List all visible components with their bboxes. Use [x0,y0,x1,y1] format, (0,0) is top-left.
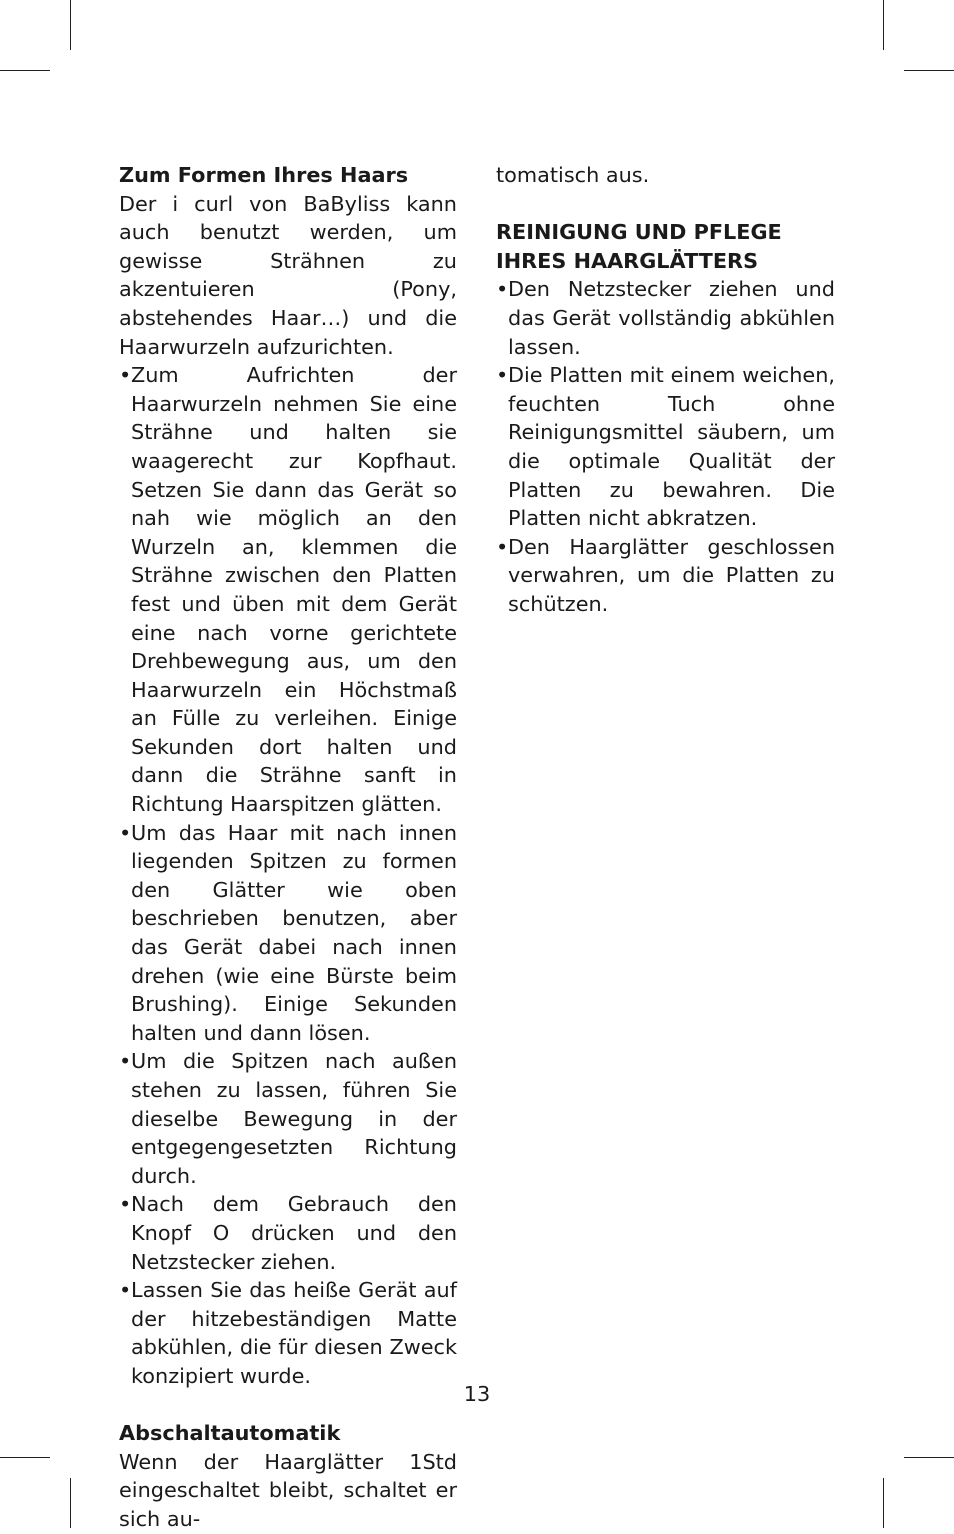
list-item: • Den Netzstecker ziehen und das Gerät vollständig abkühlen lassen. [496,277,835,359]
bullet-icon: • [119,1278,132,1303]
styling-instructions-list [119,361,457,1390]
cleaning-instructions-list [496,275,835,618]
intro-paragraph: Der i curl von BaByliss kann auch benutzt werden, um gewisse Strähnen zu akzentuieren (Pony, abstehendes Haar…) und die Haarwurzeln aufzurichten. [119,191,457,359]
bullet-icon: • [496,277,509,302]
bullet-icon: • [119,1192,132,1217]
crop-mark-bottom-right-vertical [883,1478,884,1528]
bullet-icon: • [119,363,132,388]
page-number: 13 [463,1382,491,1406]
bullet-icon: • [119,1049,132,1074]
section-spacer [496,190,835,219]
list-item: • Die Platten mit einem weichen, feuchten Tuch ohne Reinigungsmittel säubern, um die optimale Qualität der Platten zu bewahren. Die Platten nicht abkratzen. [496,363,835,531]
crop-mark-bottom-left-horizontal [0,1457,50,1458]
list-item: • Nach dem Gebrauch den Knopf O drücken und den Netzstecker ziehen. [119,1192,457,1274]
bullet-icon: • [496,534,509,559]
bullet-icon: • [119,820,132,845]
crop-mark-bottom-left-vertical [70,1478,71,1528]
crop-mark-top-right-horizontal [904,70,954,71]
list-item: • Um das Haar mit nach innen liegenden Spitzen zu formen den Glätter wie oben beschrieben benutzen, aber das Gerät dabei nach innen drehen (wie eine Bürste beim Brushing). Einige Sekunden halten und dann lösen. [119,820,457,1045]
bullet-icon: • [496,363,509,388]
left-column [119,161,457,1534]
section-heading-hair-styling: Zum Formen Ihres Haars [119,163,409,187]
section-heading-cleaning-care: REINIGUNG UND PFLEGE IHRES HAARGLÄTTERS [496,220,782,273]
crop-mark-top-right-vertical [883,0,884,50]
crop-mark-bottom-right-horizontal [904,1457,954,1458]
auto-shutoff-paragraph: Wenn der Haarglätter 1Std eingeschaltet bleibt, schaltet er sich au- [119,1449,457,1531]
crop-mark-top-left-vertical [70,0,71,50]
right-column [496,161,835,619]
list-item: • Den Haarglätter geschlossen verwahren, um die Platten zu schützen. [496,534,835,616]
list-item: • Zum Aufrichten der Haarwurzeln nehmen Sie eine Strähne und halten sie waagerecht zur Kopfhaut. Setzen Sie dann das Gerät so nah wie möglich an den Wurzeln an, klemmen die Strähne zwischen den Platten fest und üben mit dem Gerät eine nach vorne gerichtete Drehbewegung aus, um den Haarwurzeln ein Höchstmaß an Fülle zu verleihen. Einige Sekunden dort halten und dann die Strähne sanft in Richtung Haarspitzen glätten. [119,363,457,817]
continuation-text: tomatisch aus. [496,163,650,187]
list-item: • Um die Spitzen nach außen stehen zu lassen, führen Sie dieselbe Bewegung in der entgegengesetzten Richtung durch. [119,1049,457,1188]
crop-mark-top-left-horizontal [0,70,50,71]
section-heading-auto-shutoff: Abschaltautomatik [119,1421,341,1446]
list-item: • Lassen Sie das heiße Gerät auf der hitzebeständigen Matte abkühlen, die für diesen Zweck konzipiert wurde. [119,1278,457,1388]
